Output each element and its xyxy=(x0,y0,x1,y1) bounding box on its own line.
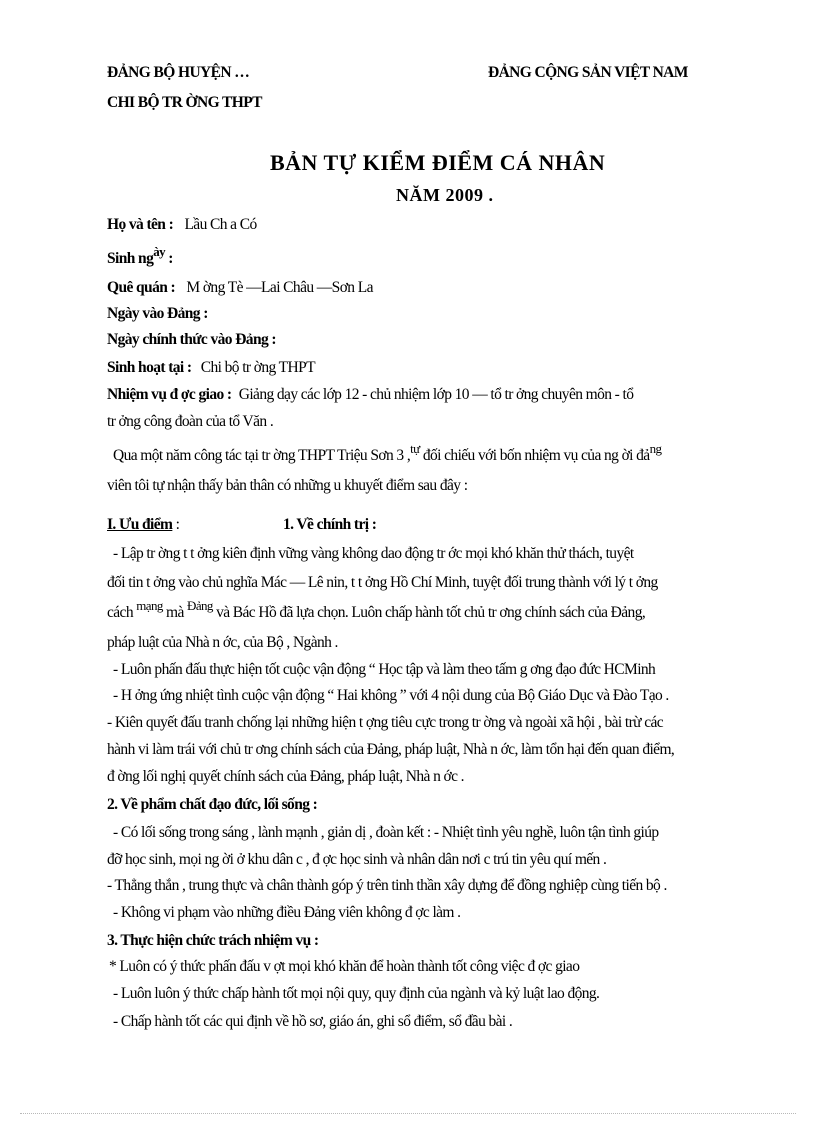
section-2-heading: 2. Về phẩm chất đạo đức, lối sống : xyxy=(107,796,318,813)
document-year: NĂM 2009 . xyxy=(396,185,494,205)
name-row xyxy=(107,216,257,234)
intro-raised-2: ng xyxy=(649,441,662,456)
politics-line-1: - Lập tr ờng t t ởng kiên định vững vàng không dao động tr ớc mọi khó khăn thử thách, tuyệt xyxy=(113,545,634,562)
hometown-row xyxy=(107,279,373,297)
duty-label: Nhiệm vụ đ ợc giao : xyxy=(107,386,232,403)
ethics-line-4: - Không vi phạm vào những điều Đảng viên không đ ợc làm . xyxy=(113,904,461,921)
politics-line-2: đối tin t ởng vào chủ nghĩa Mác — Lê nin, t t ởng Hồ Chí Minh, tuyệt đối trung thành với lý t ởng xyxy=(107,574,658,591)
section-1-heading: I. Ưu điểm xyxy=(107,516,173,533)
politics-line-6: - H ởng ứng nhiệt tình cuộc vận động “ Hai không ” với 4 nội dung của Bộ Giáo Dục và Đào Tạo . xyxy=(113,687,669,704)
politics-line-3-raised-2: Đảng xyxy=(187,598,213,613)
name-value: Lầu Ch a Có xyxy=(184,216,257,233)
politics-line-7: - Kiên quyết đấu tranh chống lại những hiện t ợng tiêu cực trong tr ờng và ngoài xã hội , bài trừ các xyxy=(107,714,664,731)
politics-line-3 xyxy=(107,598,646,622)
hometown-label: Quê quán : xyxy=(107,279,176,296)
intro-raised-1: tự xyxy=(410,441,420,456)
party-committee-label: ĐẢNG BỘ HUYỆN … xyxy=(107,64,250,81)
activity-value: Chi bộ tr ờng THPT xyxy=(200,359,315,376)
politics-line-3-c: và Bác Hồ đã lựa chọn. Luôn chấp hành tốt chủ tr ơng chính sách của Đảng, xyxy=(212,604,646,621)
party-name-label: ĐẢNG CỘNG SẢN VIỆT NAM xyxy=(488,64,688,81)
section-3-heading: 3. Thực hiện chức trách nhiệm vụ : xyxy=(107,932,319,949)
name-label: Họ và tên : xyxy=(107,216,174,233)
join-date-label: Ngày vào Đảng : xyxy=(107,305,208,322)
dob-label: Sinh ng xyxy=(107,250,154,267)
duty-value-continued: tr ởng công đoàn của tổ Văn . xyxy=(107,413,274,430)
dob-colon: : xyxy=(165,250,173,267)
politics-line-5: - Luôn phấn đấu thực hiện tốt cuộc vận động “ Học tập và làm theo tấm g ơng đạo đức HCMinh xyxy=(113,661,656,678)
intro-line-2: viên tôi tự nhận thấy bản thân có những u khuyết điểm sau đây : xyxy=(107,477,468,494)
duty-row xyxy=(107,386,633,404)
duties-line-3: - Chấp hành tốt các qui định về hồ sơ, giáo án, ghi sổ điểm, sổ đầu bài . xyxy=(113,1013,513,1030)
ethics-line-1: - Có lối sống trong sáng , lành mạnh , giản dị , đoàn kết : - Nhiệt tình yêu nghề, luôn tận tình giúp xyxy=(113,824,659,841)
dob-label-raised: ày xyxy=(153,244,166,259)
politics-line-3-a: cách xyxy=(107,604,137,621)
intro-line-1 xyxy=(113,441,662,465)
subsection-politics-heading: 1. Về chính trị : xyxy=(283,516,377,533)
politics-line-3-b: mà xyxy=(162,604,188,621)
duty-value: Giảng dạy các lớp 12 - chủ nhiệm lớp 10 — tổ tr ởng chuyên môn - tổ xyxy=(238,386,634,403)
activity-label: Sinh hoạt tại : xyxy=(107,359,192,376)
activity-row xyxy=(107,359,315,377)
ethics-line-2: đỡ học sinh, mọi ng ời ở khu dân c , đ ợc học sinh và nhân dân nơi c trú tin yêu quí mến . xyxy=(107,851,607,868)
politics-line-4: pháp luật của Nhà n ớc, của Bộ , Ngành . xyxy=(107,634,338,651)
dob-row xyxy=(107,244,173,268)
duties-line-2: - Luôn luôn ý thức chấp hành tốt mọi nội quy, quy định của ngành và kỷ luật lao động. xyxy=(113,985,600,1002)
intro-text-a: Qua một năm công tác tại tr ờng THPT Triệu Sơn 3 , xyxy=(113,447,411,464)
party-cell-label: CHI BỘ TR ỜNG THPT xyxy=(107,94,262,111)
page-bottom-divider xyxy=(20,1113,796,1114)
politics-line-9: đ ờng lối nghị quyết chính sách của Đảng, pháp luật, Nhà n ớc . xyxy=(107,768,464,785)
politics-line-8: hành vi làm trái với chủ tr ơng chính sách của Đảng, pháp luật, Nhà n ớc, làm tổn hại đến quan điểm, xyxy=(107,741,675,758)
section-1-heading-row xyxy=(107,516,179,534)
duties-line-1: * Luôn có ý thức phấn đấu v ợt mọi khó khăn để hoàn thành tốt công việc đ ợc giao xyxy=(109,958,580,975)
intro-text-b: đối chiếu với bốn nhiệm vụ của ng ời đả xyxy=(419,447,650,464)
document-title: BẢN TỰ KIỂM ĐIỂM CÁ NHÂN xyxy=(270,150,606,175)
official-date-label: Ngày chính thức vào Đảng : xyxy=(107,331,276,348)
section-1-heading-colon: : xyxy=(172,516,180,533)
politics-line-3-raised-1: mạng xyxy=(136,598,163,613)
hometown-value: M ờng Tè —Lai Châu —Sơn La xyxy=(186,279,373,296)
ethics-line-3: - Thẳng thắn , trung thực và chân thành góp ý trên tinh thần xây dựng để đồng nghiệp cùng tiến bộ . xyxy=(107,877,667,894)
